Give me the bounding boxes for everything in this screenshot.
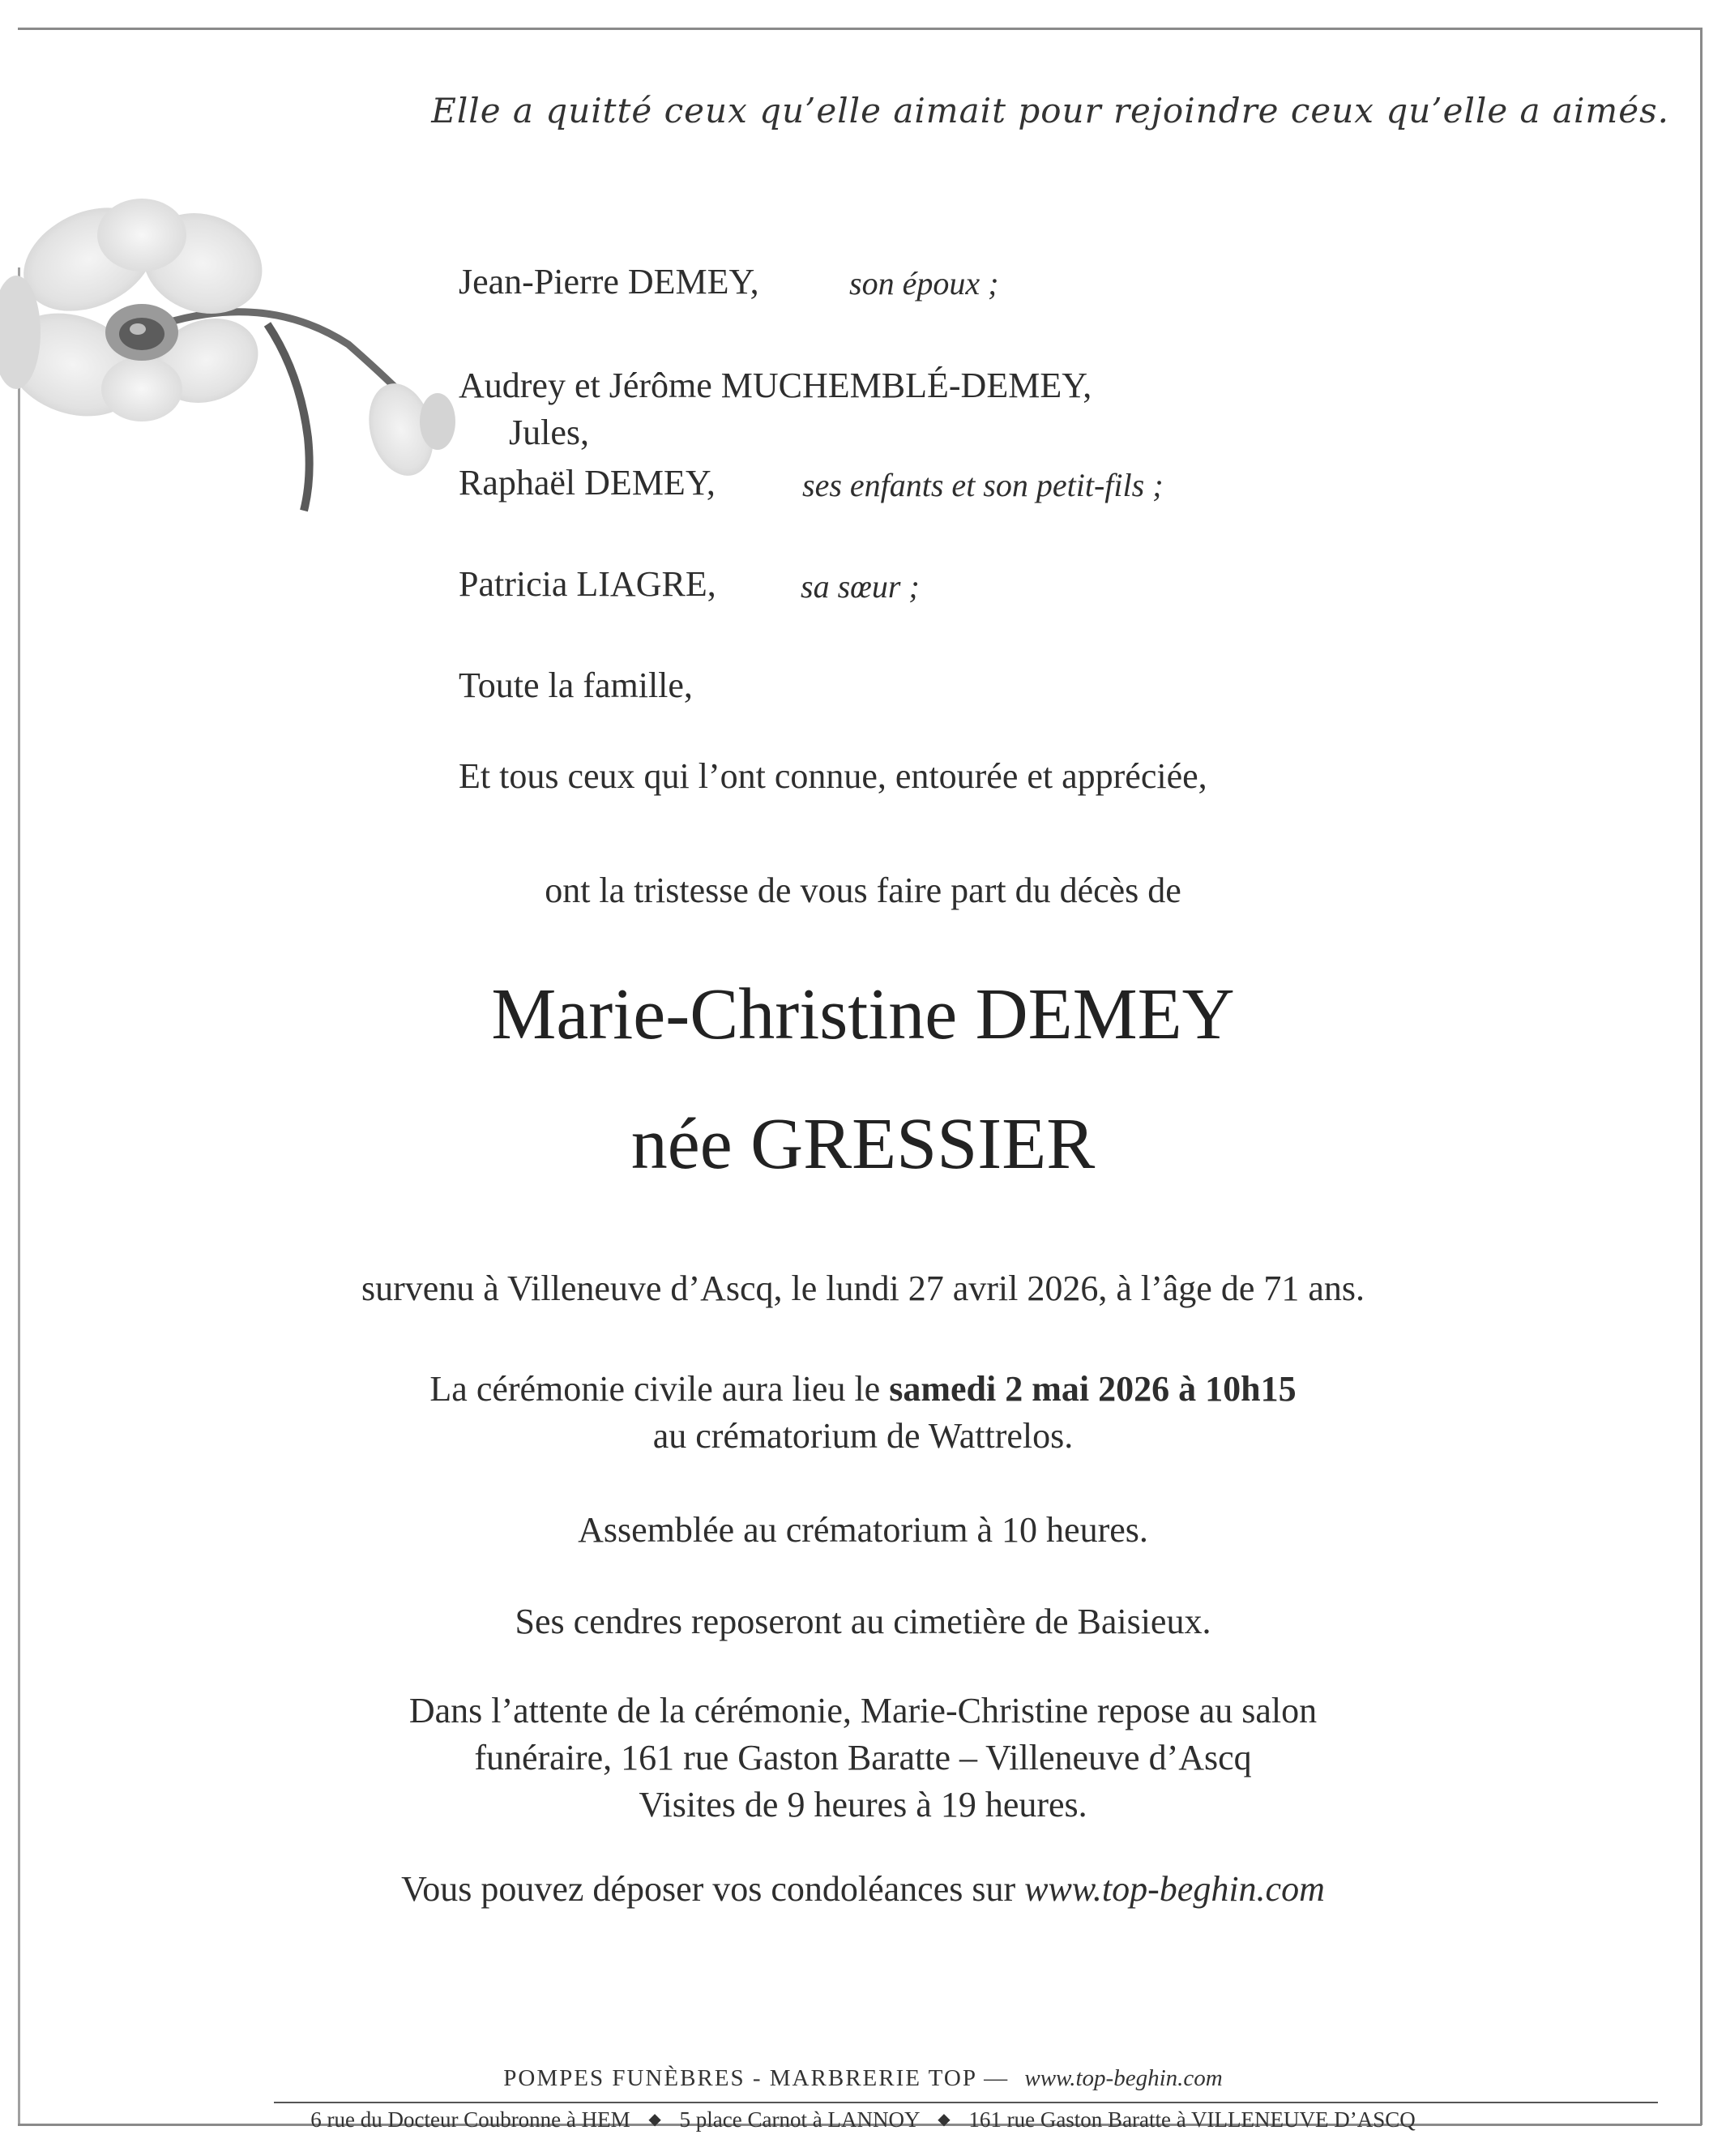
ceremony-place: au crématorium de Wattrelos. xyxy=(652,1416,1074,1456)
child-1-name: Audrey et Jérôme MUCHEMBLÉ-DEMEY, xyxy=(459,366,1092,405)
ceremony-date: samedi 2 mai 2026 à 10h15 xyxy=(889,1369,1297,1409)
rest-line-2: funéraire, 161 rue Gaston Baratte – Villeneuve d’Ascq xyxy=(474,1738,1252,1777)
epigraph-quote: Elle a quitté ceux qu’elle aimait pour rejoindre ceux qu’elle a aimés. xyxy=(431,91,1669,130)
footer-website-link[interactable]: www.top-beghin.com xyxy=(1024,2065,1223,2091)
footer-company: POMPES FUNÈBRES - MARBRERIE TOP — xyxy=(503,2065,1010,2091)
spouse-relation: son époux ; xyxy=(849,265,999,302)
ceremony-line xyxy=(0,1368,1726,1410)
condolences-website-link[interactable]: www.top-beghin.com xyxy=(1024,1869,1325,1909)
assembly-line: Assemblée au crématorium à 10 heures. xyxy=(578,1510,1148,1550)
rest-line-3: Visites de 9 heures à 19 heures. xyxy=(639,1785,1087,1824)
sister-name: Patricia LIAGRE, xyxy=(459,564,716,604)
grandchild-name: Jules, xyxy=(509,413,589,452)
condolences-line xyxy=(0,1868,1726,1910)
ceremony-prefix: La cérémonie civile aura lieu le xyxy=(429,1369,890,1409)
deceased-name: Marie-Christine DEMEY xyxy=(491,974,1235,1054)
footer-divider xyxy=(274,2102,1658,2103)
sister-relation: sa sœur ; xyxy=(801,568,920,605)
footer-address-hem: 6 rue du Docteur Coubronne à HEM xyxy=(310,2107,630,2132)
frame-top-border xyxy=(18,28,1702,30)
whole-family-line: Toute la famille, xyxy=(459,665,693,705)
orchid-flower-image xyxy=(0,186,470,543)
footer-address-lannoy: 5 place Carnot à LANNOY xyxy=(679,2107,920,2132)
condolences-text: Vous pouvez déposer vos condoléances sur xyxy=(401,1869,1025,1909)
child-2-name: Raphaël DEMEY, xyxy=(459,463,716,503)
death-info-line: survenu à Villeneuve d’Ascq, le lundi 27 avril 2026, à l’âge de 71 ans. xyxy=(361,1268,1365,1308)
children-relation: ses enfants et son petit-fils ; xyxy=(802,467,1164,503)
deceased-maiden-name: née GRESSIER xyxy=(630,1104,1096,1184)
separator-diamond-icon: ◆ xyxy=(938,2111,951,2128)
rest-line-1: Dans l’attente de la cérémonie, Marie-Christine repose au salon xyxy=(408,1691,1318,1730)
others-line: Et tous ceux qui l’ont connue, entourée et appréciée, xyxy=(459,756,1207,796)
ashes-line: Ses cendres reposeront au cimetière de Baisieux. xyxy=(515,1602,1211,1641)
announcement-line: ont la tristesse de vous faire part du décès de xyxy=(545,871,1181,910)
spouse-name: Jean-Pierre DEMEY, xyxy=(459,262,759,302)
footer-addresses xyxy=(0,2107,1726,2132)
footer-company-line xyxy=(0,2065,1726,2092)
frame-left-border xyxy=(18,267,20,2125)
footer-address-villeneuve: 161 rue Gaston Baratte à VILLENEUVE D’ASCQ xyxy=(968,2107,1416,2132)
separator-diamond-icon: ◆ xyxy=(648,2111,661,2128)
